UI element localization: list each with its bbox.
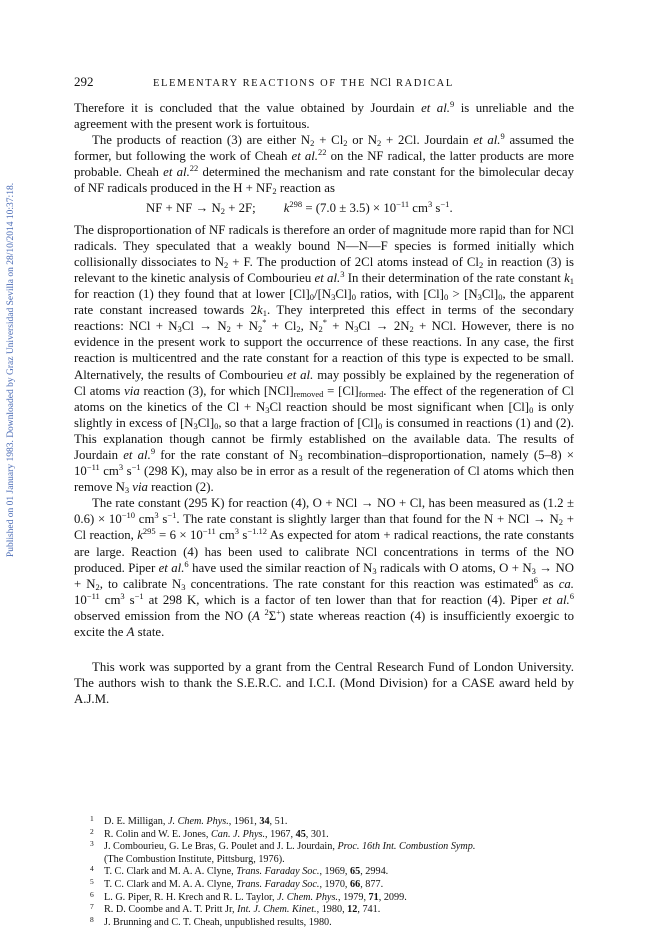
acknowledgement: This work was supported by a grant from the Central Research Fund of London University. The authors wish to thank the S.E.R.C. and I.C.I. (Mond Division) for a CASE award held by A.J.M. (74, 660, 574, 707)
reference-item: 1 D. E. Milligan, J. Chem. Phys., 1961, 34, 51. (90, 814, 288, 827)
paragraph-3: The disproportionation of NF radicals is therefore an order of magnitude more rapid than for NCl radicals. They speculated that a weakly bound N—N—F species is formed initially which collisionally dissociates to $N_2 + F$. The production of 2Cl atoms instead of $Cl_2$ in reaction (3) is relevant to the kinetic analysis of Combourieu et al.$^3$ In their determination of the rate constant $k_1$ for reaction (1) they found that at lower $[Cl]_0/[N_3Cl]_0$ ratios, with $[Cl]_0 > [N_3Cl]_0$, the apparent rate constant increased towards $2k_1$. They interpreted this effect in terms of the secondary reactions: NCl + $N_3Cl \to N_2 + N_2^* + Cl_2$, $N_2^* + N_3Cl \to 2N_2$ + NCl. However, there is no evidence in the present work to support the occurrence of these reactions. In any case, the first reaction is multicentred and the rate constant for a reaction of this type is expected to be small. Alternatively, the results of Combourieu et al. may possibly be explained by the regeneration of Cl atoms via reaction (3), for which $[NCl]_{removed} = [Cl]_{formed}$. The effect of the regeneration of Cl atoms on the kinetics of the $Cl + N_3Cl$ reaction should be most significant when $[Cl]_0$ is only slightly in excess of $[N_3Cl]_0$, so that a large fraction of $[Cl]_0$ is consumed in reactions (1) and (2). This explanation though cannot be firmly established on the available data. The results of Jourdain et al.$^9$ for the rate constant of $N_3$ recombination–disproportionation, namely $(5-8) \times 10^{-11}$ $cm^3$ $s^{-1}$ (298 K), may also be in error as a result of the regeneration of Cl atoms which then remove $N_3$ via reaction (2). (74, 222, 575, 496)
reference-item: 7 R. D. Coombe and A. T. Pritt Jr, Int. J. Chem. Kinet., 1980, 12, 741. (90, 902, 381, 916)
paragraph-4: The rate constant (295 K) for reaction (4), O + NCl → NO + Cl, has been measured as $(1.2 \pm 0.6) \times 10^{-10}$ $cm^3$ $s^{-1}$. The rate constant is slightly larger than that found for the N + NCl → $N_2 + Cl$ reaction, $k^{295} = 6 \times 10^{-11}$ $cm^3$ $s^{-1.12}$ As expected for atom + radical reactions, the rate constants are large. Reaction (4) has been used to calibrate NCl concentrations in terms of the NO produced. Piper et al.$^6$ have used the similar reaction of $N_3$ radicals with O atoms, $O + N_3$ → NO + $N_2$, to calibrate $N_3$ concentrations. The rate constant for this reaction was estimated$^6$ as ca. $10^{-11}$ $cm^3$ $s^{-1}$ at 298 K, which is a factor of ten lower than that for reaction (4). Piper et al.$^6$ observed emission from the NO (A $^2$Σ+) state whereas reaction (4) is insufficiently exoergic to excite the A state. (74, 496, 575, 639)
download-note: Published on 01 January 1983. Downloaded by Graz Universidad Sevilla on 28/10/2014 10:37:18. (6, 182, 16, 558)
reference-item: 3 J. Combourieu, G. Le Bras, G. Poulet and J. L. Jourdain, Proc. 16th Int. Combustion Symp. (90, 839, 476, 853)
paragraph-2: The products of reaction (3) are either $N_2 + Cl_2$ or $N_2 + 2Cl$. Jourdain et al.$^9$ assumed the former, but following the work of Cheah et al.$^{22}$ on the NF radical, the latter products are more probable. Cheah et al.$^{22}$ determined the mechanism and rate constant for the bimolecular decay of NF radicals produced in the $H + NF_2$ reaction as (74, 131, 575, 197)
reference-item: 8 J. Brunning and C. T. Cheah, unpublished results, 1980. (90, 914, 332, 928)
paragraph-1: Therefore it is concluded that the value obtained by Jourdain et al.$^9$ is unreliable and the agreement with the present work is fortuitous. (74, 99, 574, 132)
reference-item: 6 L. G. Piper, R. H. Krech and R. L. Taylor, J. Chem. Phys., 1979, 71, 2099. (90, 889, 407, 903)
body-text (74, 100, 574, 707)
reference-item-continuation: (The Combustion Institute, Pittsburg, 1976). (104, 853, 285, 865)
download-sidebar (4, 160, 18, 580)
reference-item: 2 R. Colin and W. E. Jones, Can. J. Phys., 1967, 45, 301. (90, 826, 329, 840)
page-number: 292 (74, 74, 94, 89)
running-title: ELEMENTARY REACTIONS OF THE NCl RADICAL (153, 75, 454, 89)
page-header (74, 74, 574, 88)
reference-item: 4 T. C. Clark and M. A. A. Clyne, Trans. Faraday Soc., 1969, 65, 2994. (90, 864, 389, 878)
rate-equation: NF + NF → $N_2 + 2F$; $k^{298} = (7.0 \pm 3.5) \times 10^{-11}$ $cm^3$ $s^{-1}$. (146, 198, 453, 216)
reference-list (90, 816, 570, 929)
reference-item: 5 T. C. Clark and M. A. A. Clyne, Trans. Faraday Soc., 1970, 66, 877. (90, 876, 384, 890)
